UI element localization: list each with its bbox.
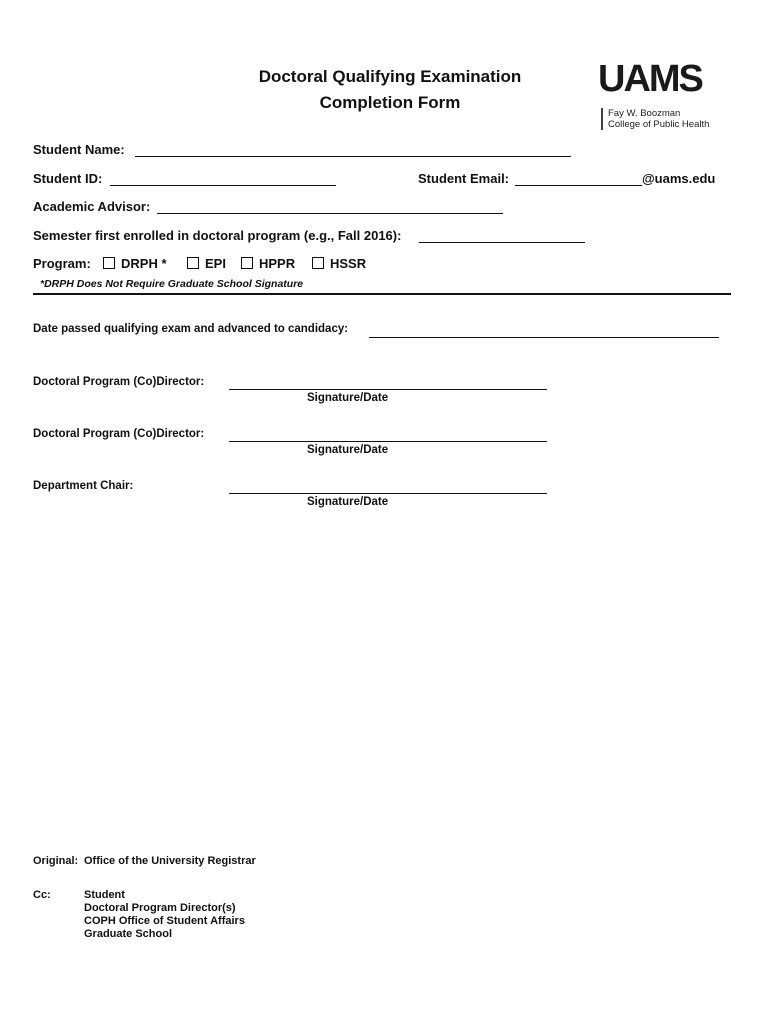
signature-caption-2: Signature/Date: [307, 444, 389, 456]
cc-item: Student: [84, 889, 125, 901]
hssr-label: HSSR: [330, 256, 367, 271]
semester-label: Semester first enrolled in doctoral program (e.g., Fall 2016):: [33, 228, 402, 243]
form-title-line1: Doctoral Qualifying Examination: [258, 67, 522, 86]
signature-caption-1: Signature/Date: [307, 392, 389, 404]
epi-checkbox[interactable]: [187, 257, 199, 269]
epi-label: EPI: [205, 256, 226, 271]
candidacy-line[interactable]: [369, 325, 719, 338]
semester-line[interactable]: [419, 230, 585, 243]
cc-item: Doctoral Program Director(s): [84, 902, 236, 914]
logo-sub-line2: College of Public Health: [608, 119, 710, 130]
program-option-hssr[interactable]: [312, 256, 366, 271]
email-suffix: @uams.edu: [642, 171, 716, 186]
academic-advisor-line[interactable]: [157, 201, 503, 214]
uams-wordmark: UAMS: [598, 58, 702, 100]
logo-subtitle: [608, 108, 709, 130]
uams-logo: [598, 58, 702, 101]
cc-list: [84, 889, 245, 941]
candidacy-label: Date passed qualifying exam and advanced to candidacy:: [33, 323, 349, 335]
signature-role-3: Department Chair:: [33, 480, 134, 492]
section-divider: [33, 293, 731, 295]
cc-label: Cc:: [33, 889, 51, 901]
student-name-line[interactable]: [135, 144, 571, 157]
signature-line-2[interactable]: [229, 429, 547, 442]
signature-role-2: Doctoral Program (Co)Director:: [33, 428, 205, 440]
form-title-line2: Completion Form: [319, 93, 461, 112]
original-label: Original:: [33, 855, 79, 867]
academic-advisor-label: Academic Advisor:: [33, 199, 151, 214]
program-option-epi[interactable]: [187, 256, 226, 271]
student-id-line[interactable]: [110, 173, 336, 186]
signature-line-3[interactable]: [229, 481, 547, 494]
program-label: Program:: [33, 256, 91, 271]
program-option-hppr[interactable]: [241, 256, 295, 271]
program-option-drph[interactable]: [103, 256, 167, 271]
student-name-label: Student Name:: [33, 142, 125, 157]
program-note: *DRPH Does Not Require Graduate School Signature: [40, 278, 304, 290]
drph-checkbox[interactable]: [103, 257, 115, 269]
cc-item: Graduate School: [84, 928, 173, 940]
student-id-label: Student ID:: [33, 171, 103, 186]
hppr-checkbox[interactable]: [241, 257, 253, 269]
drph-label: DRPH *: [121, 256, 167, 271]
hssr-checkbox[interactable]: [312, 257, 324, 269]
original-value: Office of the University Registrar: [84, 855, 256, 867]
signature-caption-3: Signature/Date: [307, 496, 389, 508]
logo-sub-line1: Fay W. Boozman: [608, 108, 681, 119]
cc-item: COPH Office of Student Affairs: [84, 915, 245, 927]
hppr-label: HPPR: [259, 256, 296, 271]
signature-role-1: Doctoral Program (Co)Director:: [33, 376, 205, 388]
student-email-line[interactable]: [515, 173, 642, 186]
logo-divider: [601, 108, 603, 130]
student-email-label: Student Email:: [418, 171, 510, 186]
signature-line-1[interactable]: [229, 377, 547, 390]
